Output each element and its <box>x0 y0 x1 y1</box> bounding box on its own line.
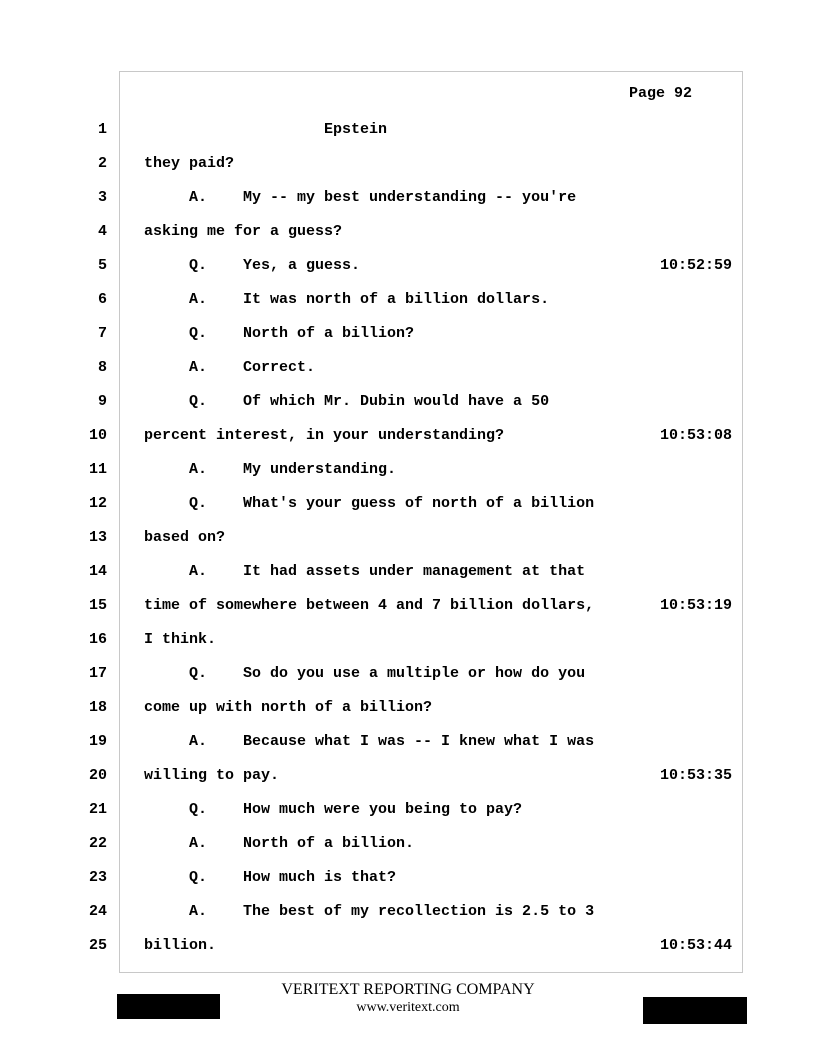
transcript-line <box>0 766 816 786</box>
line-number: 24 <box>88 903 107 920</box>
line-text: A. North of a billion. <box>144 835 415 852</box>
line-text: Q. What's your guess of north of a billion <box>144 495 595 512</box>
footer-url: www.veritext.com <box>356 1000 460 1015</box>
transcript-line <box>0 154 816 174</box>
timestamp: 10:53:08 <box>660 427 733 444</box>
transcript-line <box>0 392 816 412</box>
line-text: Q. North of a billion? <box>144 325 415 342</box>
transcript-line <box>0 868 816 888</box>
line-number: 23 <box>88 869 107 886</box>
line-number: 11 <box>88 461 107 478</box>
transcript-line <box>0 800 816 820</box>
footer-company-name: VERITEXT REPORTING COMPANY <box>281 981 535 998</box>
transcript-line <box>0 630 816 650</box>
line-number: 13 <box>88 529 107 546</box>
line-text: A. My understanding. <box>144 461 397 478</box>
transcript-line <box>0 256 816 276</box>
line-text: Q. How much were you being to pay? <box>144 801 523 818</box>
line-text: they paid? <box>144 155 235 172</box>
line-text: Q. How much is that? <box>144 869 397 886</box>
transcript-line <box>0 324 816 344</box>
line-text: based on? <box>144 529 226 546</box>
transcript-line <box>0 664 816 684</box>
line-text: billion. <box>144 937 217 954</box>
transcript-line <box>0 936 816 956</box>
page-number: Page 92 <box>629 85 693 102</box>
line-text: Q. Yes, a guess. <box>144 257 361 274</box>
line-text: Q. Of which Mr. Dubin would have a 50 <box>144 393 550 410</box>
line-text: Epstein <box>144 121 388 138</box>
line-number: 4 <box>97 223 107 240</box>
line-text: time of somewhere between 4 and 7 billion dollars, <box>144 597 595 614</box>
redaction-box-left <box>117 994 220 1019</box>
transcript-line <box>0 460 816 480</box>
transcript-line <box>0 358 816 378</box>
line-number: 1 <box>97 121 107 138</box>
line-number: 19 <box>88 733 107 750</box>
line-text: percent interest, in your understanding? <box>144 427 505 444</box>
line-text: asking me for a guess? <box>144 223 343 240</box>
line-number: 18 <box>88 699 107 716</box>
line-text: A. My -- my best understanding -- you're <box>144 189 577 206</box>
line-number: 25 <box>88 937 107 954</box>
line-number: 17 <box>88 665 107 682</box>
transcript-line <box>0 834 816 854</box>
line-number: 7 <box>97 325 107 342</box>
line-text: A. Because what I was -- I knew what I was <box>144 733 595 750</box>
line-number: 15 <box>88 597 107 614</box>
transcript-line <box>0 562 816 582</box>
transcript-line <box>0 188 816 208</box>
line-number: 6 <box>97 291 107 308</box>
line-number: 14 <box>88 563 107 580</box>
transcript-line <box>0 426 816 446</box>
line-number: 2 <box>97 155 107 172</box>
line-number: 16 <box>88 631 107 648</box>
line-text: I think. <box>144 631 217 648</box>
transcript-line <box>0 222 816 242</box>
line-text: A. Correct. <box>144 359 316 376</box>
line-number: 20 <box>88 767 107 784</box>
line-number: 10 <box>88 427 107 444</box>
line-number: 22 <box>88 835 107 852</box>
line-number: 8 <box>97 359 107 376</box>
line-text: come up with north of a billion? <box>144 699 433 716</box>
line-number: 12 <box>88 495 107 512</box>
transcript-line <box>0 528 816 548</box>
timestamp: 10:53:35 <box>660 767 733 784</box>
timestamp: 10:53:19 <box>660 597 733 614</box>
line-number: 9 <box>97 393 107 410</box>
transcript-line <box>0 732 816 752</box>
transcript-line <box>0 698 816 718</box>
line-text: A. The best of my recollection is 2.5 to 3 <box>144 903 595 920</box>
line-text: A. It had assets under management at that <box>144 563 586 580</box>
line-text: A. It was north of a billion dollars. <box>144 291 550 308</box>
transcript-line <box>0 494 816 514</box>
transcript-line <box>0 290 816 310</box>
transcript-line <box>0 120 816 140</box>
line-number: 5 <box>97 257 107 274</box>
transcript-line <box>0 596 816 616</box>
line-number: 3 <box>97 189 107 206</box>
line-number: 21 <box>88 801 107 818</box>
redaction-box-right <box>643 997 747 1024</box>
timestamp: 10:52:59 <box>660 257 733 274</box>
line-text: Q. So do you use a multiple or how do you <box>144 665 586 682</box>
transcript-line <box>0 902 816 922</box>
line-text: willing to pay. <box>144 767 280 784</box>
timestamp: 10:53:44 <box>660 937 733 954</box>
